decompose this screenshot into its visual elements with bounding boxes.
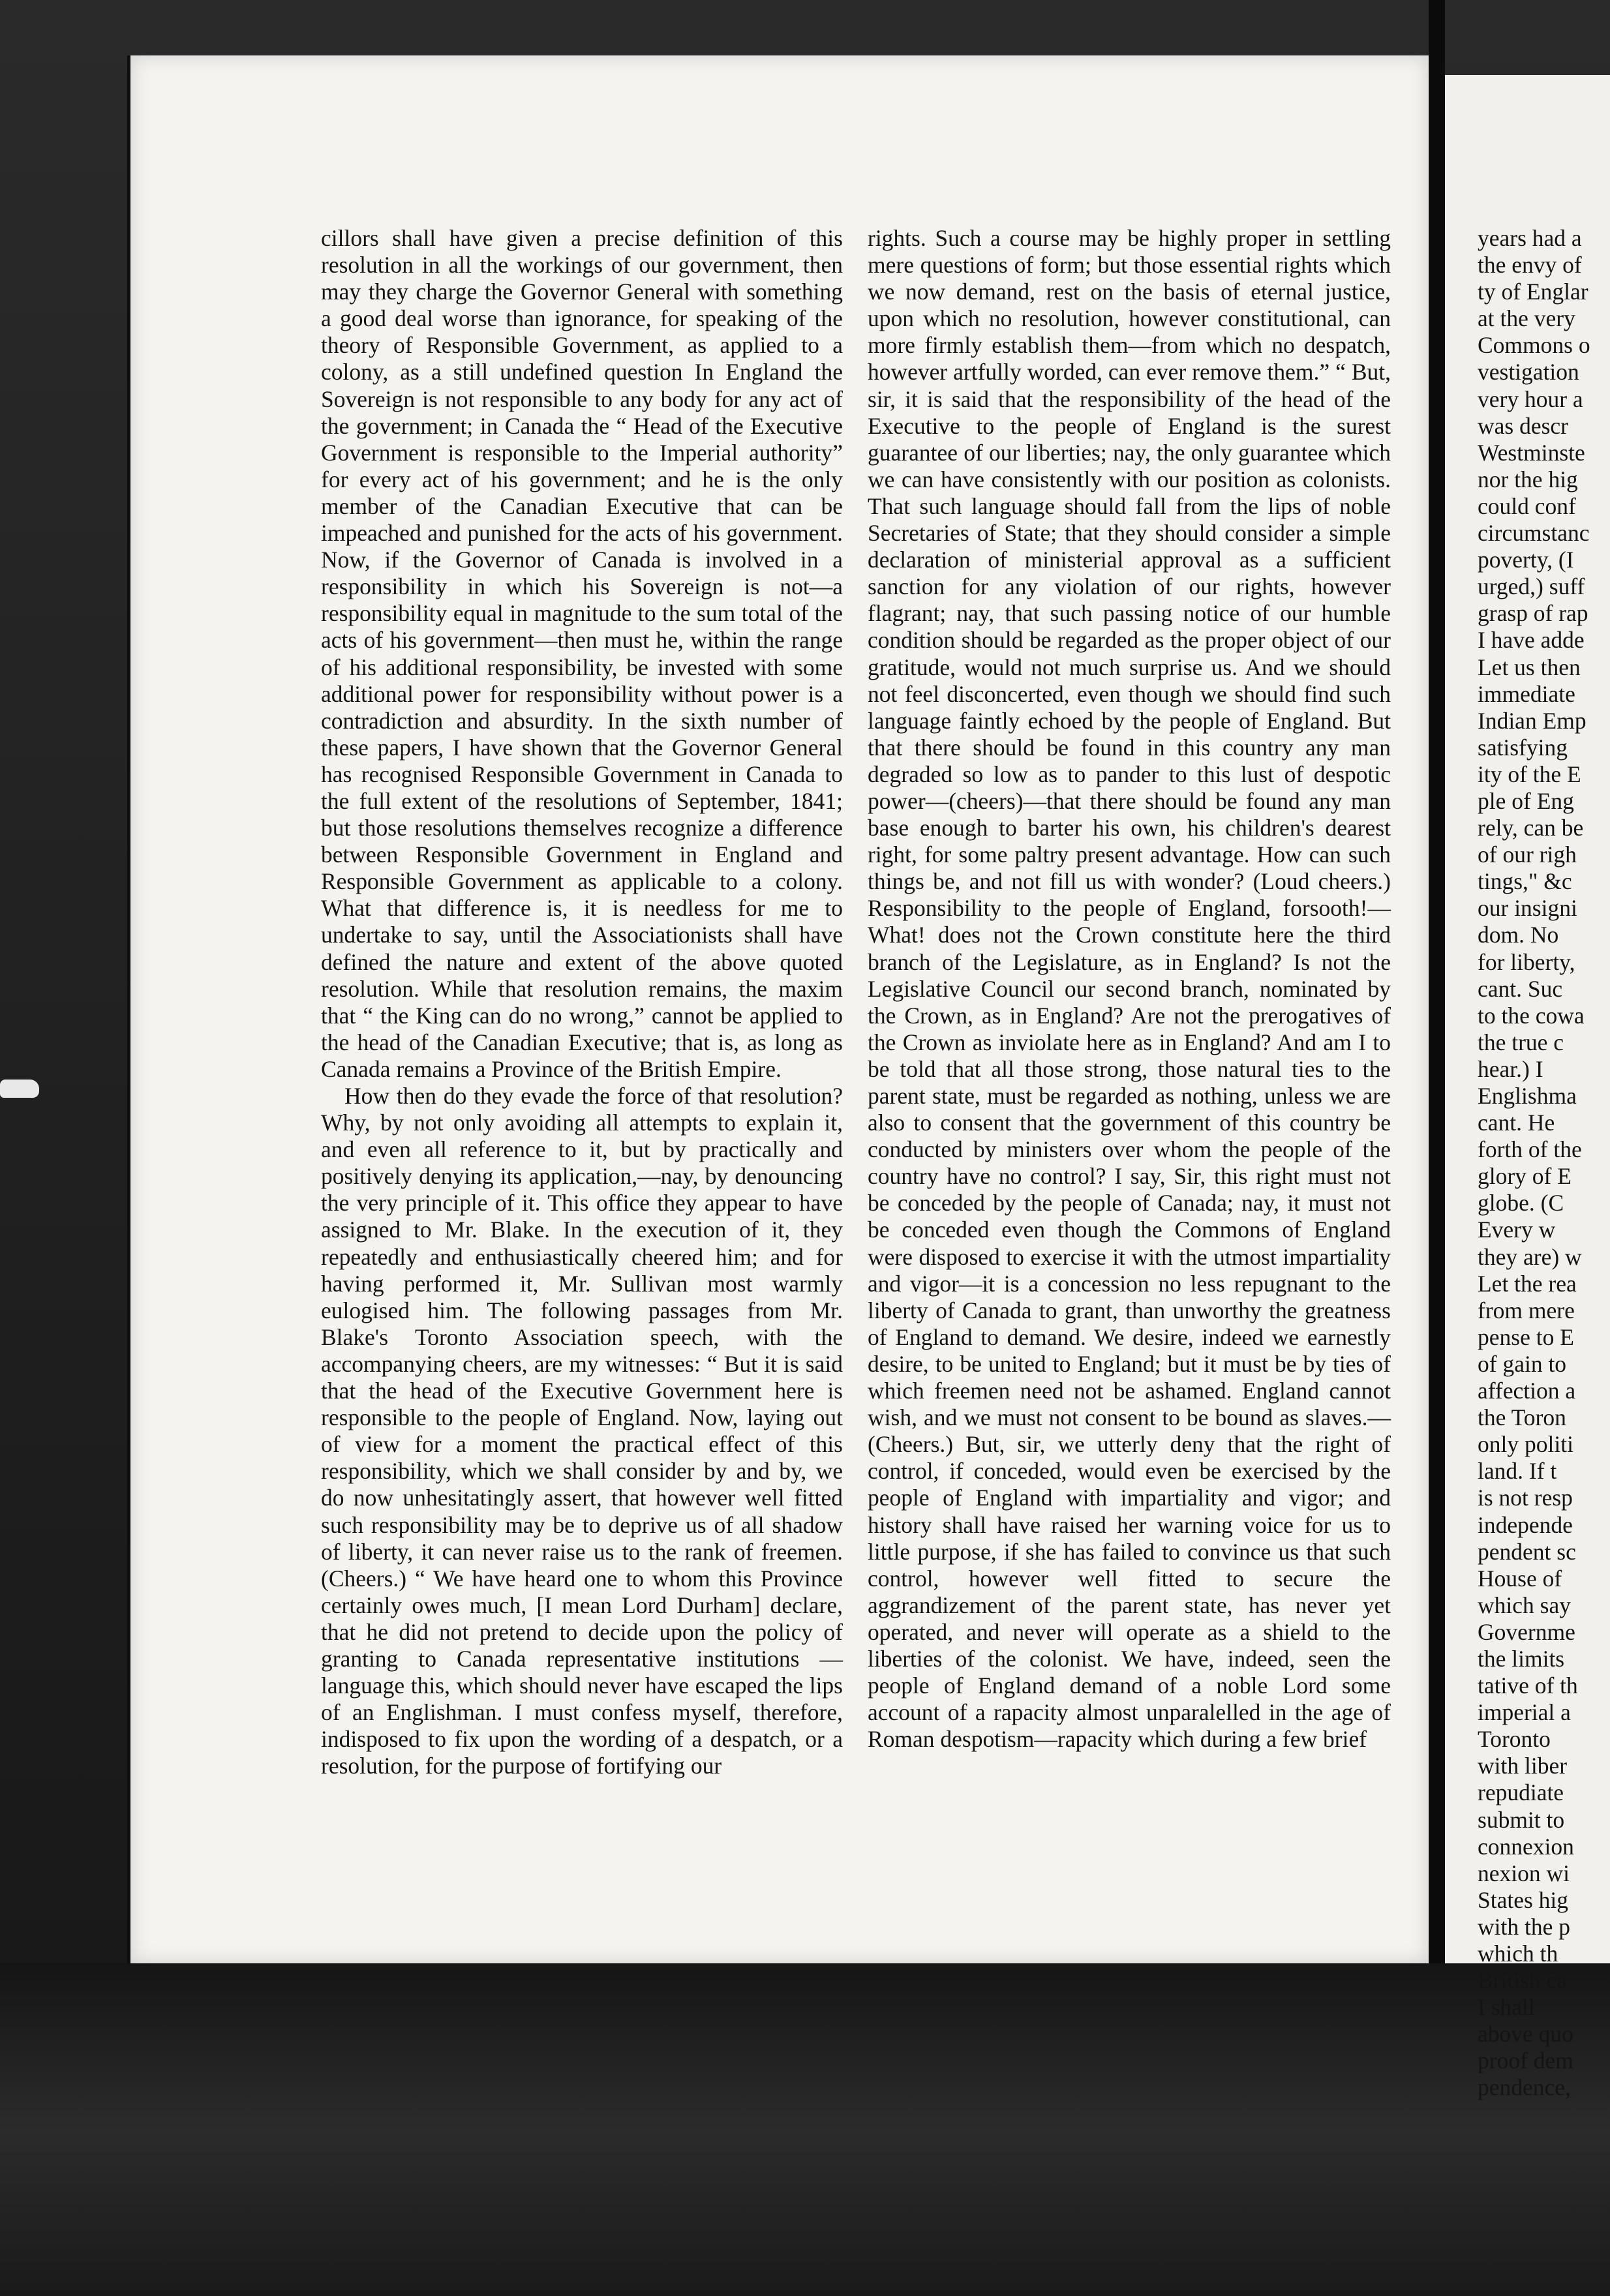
right-column-line: rely, can be xyxy=(1478,815,1584,841)
right-column-line: the true c xyxy=(1478,1029,1564,1055)
right-column-line: our insigni xyxy=(1478,895,1577,922)
right-column-line: which say xyxy=(1478,1592,1571,1618)
right-column-line: circumstanc xyxy=(1478,520,1590,547)
right-column-line: land. If t xyxy=(1478,1458,1557,1485)
book-gutter xyxy=(1429,0,1445,2296)
right-column-line: was descr xyxy=(1478,412,1568,439)
right-column-line: vestigation xyxy=(1478,359,1579,385)
right-column-line: the Toron xyxy=(1478,1404,1566,1431)
right-column-line: poverty, (I xyxy=(1478,547,1574,573)
right-column-line: ple of Eng xyxy=(1478,787,1574,814)
right-column-line: which th xyxy=(1478,1941,1558,1967)
right-column-line: I have adde xyxy=(1478,627,1585,654)
right-column-line: urged,) suff xyxy=(1478,573,1585,600)
right-column-line: pendent sc xyxy=(1478,1538,1576,1565)
right-column-line: immediate xyxy=(1478,680,1575,707)
right-column-line: of our righ xyxy=(1478,841,1577,868)
right-column-line: States hig xyxy=(1478,1886,1569,1913)
middle-paragraph-1: rights. Such a course may be highly proper in settling mere questions of form; but those essential rights which we now demand, rest on the basis of eternal justice, upon which no resolution, however constitutional, can more firmly establish them—from which no despatch, however artfully worded, can ever remove them.” “ But, sir, it is said that the responsibility of the head of the Executive to the people of England is the surest guarantee of our liberties; nay, the only guarantee which we can have consistently with our position as colonists. That such language should fall from the lips of noble Secretaries of State; that they should consider a simple declaration of ministerial approval as a sufficient sanction for any violation of our rights, however flagrant; nay, that such passing notice of our humble condition should be regarded as the proper object of our gratitude, would not much surprise us. And we should not feel disconcerted, even though we should find such language faintly echoed by the people of England. But that there should be found in this country any man degraded so low as to pander to this lust of despotic power—(cheers)—that there should be found any man base enough to barter his own, his children's dearest right, for some paltry present advantage. How can such things be, and not fill us with wonder? (Loud cheers.) Responsibility to the people of England, forsooth!—What! does not the Crown constitute here the third branch of the Legislature, as in England? Is not the Legislative Council our second branch, nominated by the Crown, as in England? Are not the prerogatives of the Crown as inviolate here as in England? And am I to be told that all those strong, those natural ties to the parent state, must be regarded as nothing, unless we are also to consent that the government of this country be conducted by ministers over whom the people of the country have no control? I say, Sir, this right must not be conceded by the people of Canada; nay, it must not be conceded even though the Commons of England were disposed to exercise it with the utmost impartiality and vigor—it is a concession no less repugnant to the liberty of Canada to grant, than unworthy the greatness of England to demand. We desire, indeed we earnestly desire, to be united to England; but it must be by ties of which freemen need not be ashamed. England cannot wish, and we must not consent to be bound as slaves.—(Cheers.) But, sir, we utterly deny that the right of control, if conceded, would even be exercised by the people of England with impartiality and vigor; and history shall have raised her warning voice for us to little purpose, if she has failed to convince us that such control, however well fitted to secure the aggrandizement of the parent state, has never yet operated, and never will operate as a shield to the liberties of the colonist. We have, indeed, seen the people of England demand of a noble Lord some account of a rapacity almost unparalelled in the age of Roman despotism—rapacity which during a few brief xyxy=(868,225,1391,1753)
right-column-line: proof dem xyxy=(1478,2047,1573,2074)
right-column-line: with the p xyxy=(1478,1913,1570,1940)
right-column-line: pense to E xyxy=(1478,1323,1574,1350)
right-column-line: years had a xyxy=(1478,225,1582,251)
right-column-line: at the very xyxy=(1478,305,1575,332)
right-column-line: is not resp xyxy=(1478,1485,1573,1511)
right-column-line: Toronto xyxy=(1478,1726,1551,1753)
right-column-line: cant. Suc xyxy=(1478,975,1563,1002)
scan-bottom-shadow xyxy=(0,1963,1610,2296)
left-paragraph-1: cillors shall have given a precise definition of this resolution in all the workings of our government, then may they charge the Governor General with something a good deal worse than ignorance, for speaking of the theory of Responsible Government, as applied to a colony, as a still undefined question In England the Sovereign is not responsible to any body for any act of the government; in Canada the “ Head of the Executive Government is responsible to the Imperial authority” for every act of his government; and he is the only member of the Canadian Executive that can be impeached and punished for the acts of his government. Now, if the Governor of Canada is involved in a responsibility in which his Sovereign is not—a responsibility equal in magnitude to the sum total of the acts of his government—then must he, within the range of his additional responsibility, be invested with some additional power for responsibility without power is a contradiction and absurdity. In the sixth number of these papers, I have shown that the Governor General has recognised Responsible Government in Canada to the full extent of the resolutions of September, 1841; but those resolutions themselves recognize a difference between Responsible Government in England and Responsible Government as applicable to a colony. What that difference is, it is needless for me to undertake to say, until the Associationists shall have defined the nature and extent of the above quoted resolution. While that resolution remains, the maxim that “ the King can do no wrong,” cannot be applied to the head of the Canadian Executive; that is, as long as Canada remains a Province of the British Empire. xyxy=(321,225,843,1082)
right-column-line: nexion wi xyxy=(1478,1860,1570,1886)
right-column-line: they are) w xyxy=(1478,1243,1582,1270)
right-column-line: globe. (C xyxy=(1478,1190,1564,1216)
right-column-line: glory of E xyxy=(1478,1163,1572,1190)
right-column-line: Let the rea xyxy=(1478,1270,1577,1297)
right-column-line: repudiate xyxy=(1478,1779,1564,1806)
right-column-line: independe xyxy=(1478,1511,1573,1538)
right-column-line: Governme xyxy=(1478,1618,1575,1645)
right-column-line: tative of th xyxy=(1478,1672,1578,1699)
right-column-line: Englishma xyxy=(1478,1083,1577,1109)
scan-artifact xyxy=(0,1080,39,1098)
right-column-line: pendence, xyxy=(1478,2074,1571,2101)
middle-text-column xyxy=(868,225,1391,1753)
right-column-line: tings," &c xyxy=(1478,868,1572,895)
right-column-line: connexion xyxy=(1478,1833,1574,1860)
right-column-line: imperial a xyxy=(1478,1699,1571,1726)
right-column-line: nor the hig xyxy=(1478,466,1578,492)
left-paragraph-2: How then do they evade the force of that resolution? Why, by not only avoiding all attempts to explain it, and even all reference to it, but by practically and positively denying its application,—nay, by denouncing the very principle of it. This office they appear to have assigned to Mr. Blake. In the execution of it, they repeatedly and enthusiastically cheered him; and for having performed it, Mr. Sullivan most warmly eulogised him. The following passages from Mr. Blake's Toronto Association speech, with the accompanying cheers, are my witnesses: “ But it is said that the head of the Executive Government here is responsible to the people of England. Now, laying out of view for a moment the practical effect of this responsibility, which we shall consider by and by, we do now unhesitatingly assert, that however well fitted such responsibility may be to deprive us of all shadow of liberty, it can never raise us to the rank of freemen. (Cheers.) “ We have heard one to whom this Province certainly owes much, [I mean Lord Durham] declare, that he did not pretend to decide upon the policy of granting to Canada representative institutions —language this, which should never have escaped the lips of an Englishman. I must confess myself, therefore, indisposed to fix upon the wording of a despatch, or a resolution, for the purpose of fortifying our xyxy=(321,1083,843,1779)
right-column-line: Indian Emp xyxy=(1478,707,1587,734)
right-column-line: dom. No xyxy=(1478,922,1559,948)
right-column-line: cant. He xyxy=(1478,1110,1555,1136)
right-column-line: Let us then xyxy=(1478,654,1581,680)
right-column-line: forth of the xyxy=(1478,1136,1582,1163)
right-column-line: the envy of xyxy=(1478,252,1582,279)
right-column-line: very hour a xyxy=(1478,385,1583,412)
right-column-line: above quo xyxy=(1478,2021,1573,2047)
right-column-line: House of xyxy=(1478,1565,1562,1592)
left-text-column xyxy=(321,225,843,1779)
right-column-line: Every w xyxy=(1478,1216,1556,1243)
right-column-line: grasp of rap xyxy=(1478,600,1588,627)
right-column-line: the limits xyxy=(1478,1645,1565,1672)
right-column-line: affection a xyxy=(1478,1378,1576,1404)
right-column-line: Commons o xyxy=(1478,332,1590,359)
right-column-line: submit to xyxy=(1478,1806,1565,1833)
right-column-line: Westminste xyxy=(1478,439,1585,466)
right-column-line: ity of the E xyxy=(1478,761,1581,787)
right-column-line: to the cowa xyxy=(1478,1002,1585,1029)
right-column-line: from mere xyxy=(1478,1297,1575,1323)
right-column-line: I shall xyxy=(1478,1994,1535,2021)
right-column-line: only politi xyxy=(1478,1431,1573,1458)
right-column-line: British ca xyxy=(1478,1967,1568,1994)
right-column-line: ty of Englar xyxy=(1478,279,1588,305)
right-text-column-cropped xyxy=(1478,225,1610,2102)
right-column-line: satisfying xyxy=(1478,734,1568,761)
right-column-line: with liber xyxy=(1478,1753,1568,1779)
right-column-line: for liberty, xyxy=(1478,948,1575,975)
right-column-line: could conf xyxy=(1478,492,1576,519)
right-column-line: hear.) I xyxy=(1478,1055,1543,1082)
right-column-line: of gain to xyxy=(1478,1350,1567,1377)
